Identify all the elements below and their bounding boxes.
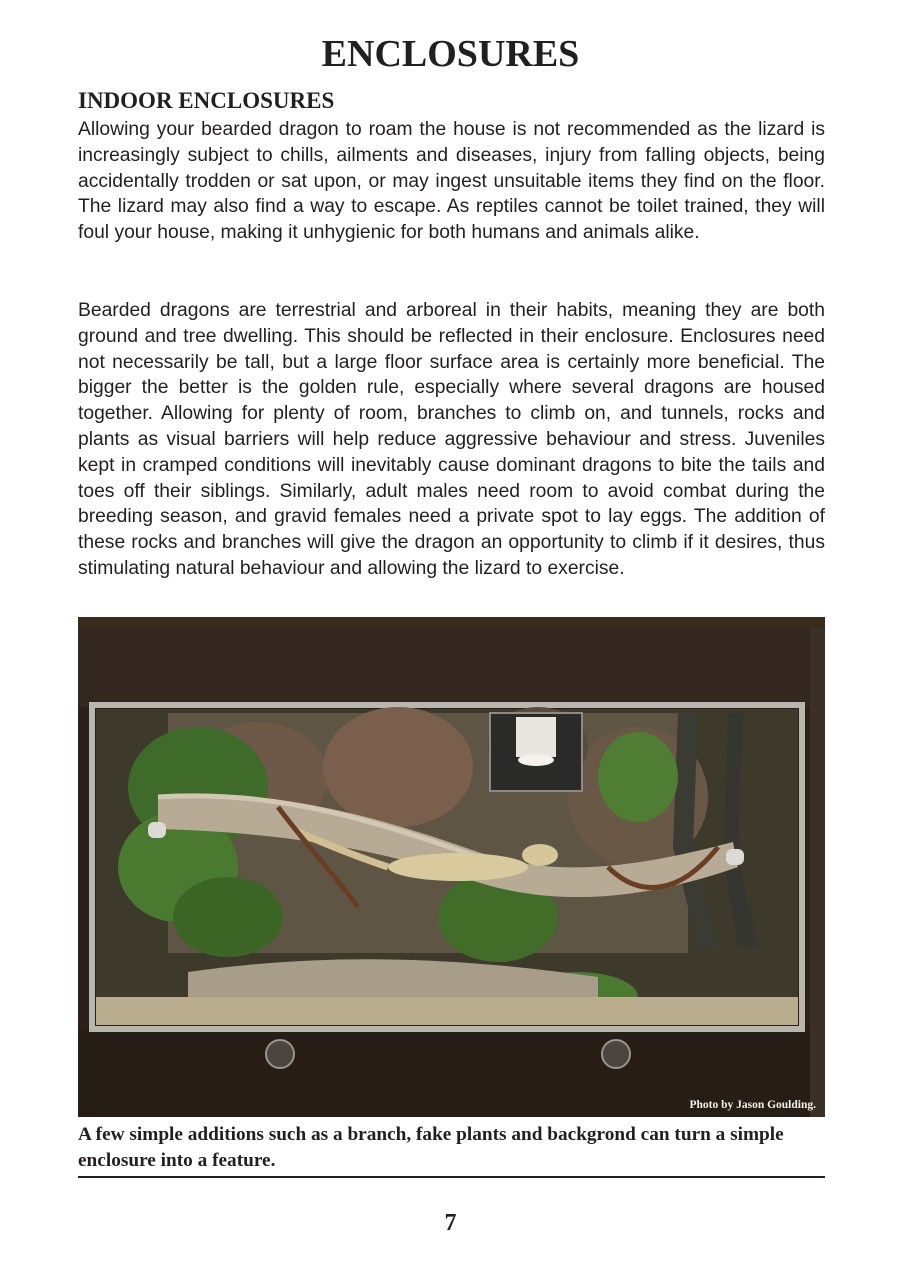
enclosure-photo xyxy=(78,617,825,1117)
body-paragraph-2: Bearded dragons are terrestrial and arboreal in their habits, meaning they are both ground and tree dwelling. This should be reflected in their enclosure. Enclosures need not necessarily be tall, but a large floor surface area is certainly more beneficial. The bigger the better is the golden rule, especially where several dragons are housed together. Allowing for plenty of room, branches to climb on, and tunnels, rocks and plants as visual barriers will help reduce aggressive behaviour and stress. Juveniles kept in cramped conditions will inevitably cause dominant dragons to bite the tails and toes off their siblings. Similarly, adult males need room to avoid combat during the breeding season, and gravid females need a private spot to lay eggs. The addition of these rocks and branches will give the dragon an opportunity to climb if it desires, thus stimulating natural behaviour and allowing the lizard to exercise. xyxy=(78,300,825,579)
enclosure-illustration xyxy=(78,617,825,1117)
photo-caption: A few simple additions such as a branch, fake plants and backgrond can turn a simple enclosure into a feature. xyxy=(78,1124,784,1171)
photo-credit: Photo by Jason Goulding. xyxy=(689,1099,816,1111)
page-title: ENCLOSURES xyxy=(321,33,580,75)
body-paragraph-1: Allowing your bearded dragon to roam the house is not recommended as the lizard is increasingly subject to chills, ailments and diseases, injury from falling objects, being accidentally trodden or sat upon, or may ingest unsuitable items they find on the floor. The lizard may also find a way to escape. As reptiles cannot be toilet trained, they will foul your house, making it unhygienic for both humans and animals alike. xyxy=(78,119,825,244)
page-number: 7 xyxy=(444,1210,457,1236)
section-heading: INDOOR ENCLOSURES xyxy=(78,88,335,113)
caption-divider xyxy=(78,1176,825,1178)
